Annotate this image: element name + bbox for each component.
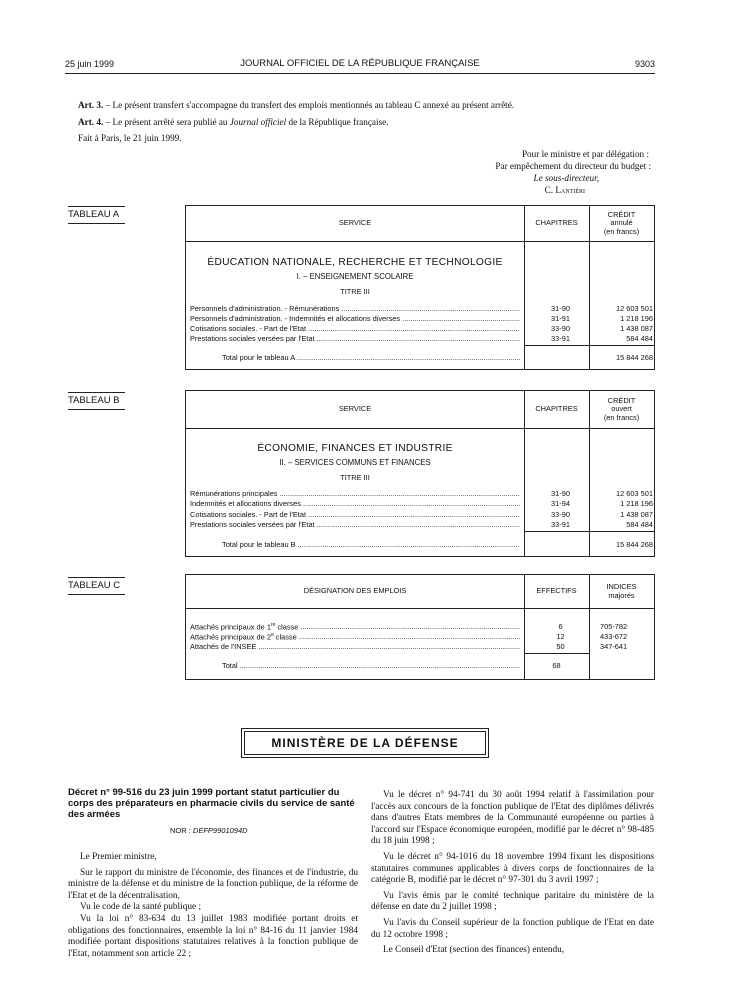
tableau-b [185,390,655,557]
header-date: 25 juin 1999 [65,59,115,69]
total-row [222,353,653,363]
article-3-text: – Le présent transfert s'accompagne du transfert des emplois mentionnés au tableau C annexé au présent arrêté. [103,100,515,110]
row-label-sup: re [270,622,276,628]
row-label-text: Attachés de l'INSEE [190,642,257,651]
article-3-label: Art. 3. [78,100,104,110]
tableau-c-label: TABLEAU C [68,577,125,595]
row-effectifs: 12 [556,632,565,641]
paragraph: Le Premier ministre, [80,852,157,862]
signature-line-2: Par empêchement du directeur du budget : [495,161,651,171]
tableau-a [185,205,655,370]
table-row [190,510,653,520]
nor-label: NOR : [170,826,193,835]
article-3 [78,99,514,112]
col-credit [589,391,654,428]
signature-line-1: Pour le ministre et par délégation : [521,149,649,159]
row-chapter: 31-90 [551,489,570,498]
col-credit-line1: CRÉDIT [607,209,636,219]
page-number: 9303 [634,59,655,69]
table-row [190,304,653,314]
right-column [371,790,654,957]
decree-title: Décret n° 99-516 du 23 juin 1999 portant statut particulier du corps des préparateurs en pharmacie civils du service de santé des armées [68,787,355,820]
row-label: Prestations sociales versées par l'Etat ..... [190,520,520,529]
table-row [190,632,628,642]
row-effectifs: 6 [558,622,563,631]
paragraph: Vu l'avis du Conseil supérieur de la fonction publique de l'Etat en date du 12 octobre 1998 ; [371,917,654,940]
paragraph: Vu le décret n° 94-741 du 30 août 1994 relatif à l'assimilation pour l'accès aux concours de la fonction publique de l'Etat des diplômes délivrés dans d'autres Etats membres de la Communauté européenne ou parties à l'accord sur l'Espace économique européen, modifié par le décret n° 98-485 du 18 juin 1998 ; [371,790,654,847]
nor-code: DEFP9901094D [192,826,248,835]
table-row [190,622,628,632]
row-label: Prestations sociales versées par l'Etat ..... [190,334,520,343]
total-row [222,540,653,550]
row-label-sup: e [270,632,274,638]
paragraph: Vu l'avis émis par le comité technique paritaire du ministère de la défense en date du 2 juillet 1998 ; [371,890,654,913]
left-column [68,852,358,960]
row-label [190,632,520,641]
row-chapter: 31-94 [551,499,570,508]
ministry-title: ÉCONOMIE, FINANCES ET INDUSTRIE [257,443,453,454]
row-indices: 433-672 [600,632,628,641]
signature-line-3: Le sous-directeur, [533,173,599,183]
table-row [190,520,653,530]
paragraph: Le Conseil d'Etat (section des finances) entendu, [383,945,565,956]
col-chapitres: CHAPITRES [535,404,578,414]
tableau-a-label: TABLEAU A [68,206,125,224]
row-indices: 347-641 [600,642,628,651]
col-credit [589,206,654,241]
row-label: Cotisations sociales. - Part de l'Etat ..... [190,324,520,333]
row-label-text: Attachés principaux de 1 [190,622,271,632]
row-label [190,642,520,651]
col-indices-line2: majorés [608,590,635,600]
col-indices-line1: INDICES [606,582,637,591]
total-value: 15 844 268 [616,540,653,549]
nor-reference [170,826,248,835]
tableau-c [185,574,655,680]
col-chapitres: CHAPITRES [535,218,578,228]
article-4-label: Art. 4. [78,117,104,127]
row-chapter: 33-91 [551,334,570,343]
row-chapter: 31-91 [551,314,570,323]
table-row [190,334,653,344]
total-row [222,661,561,671]
row-value: 12 603 501 [616,489,653,498]
row-chapter: 31-90 [551,304,570,313]
row-label: Indemnités et allocations diverses ..... [190,499,520,508]
col-credit-line3: (en francs) [603,226,640,236]
col-effectifs: EFFECTIFS [536,586,577,596]
col-service: SERVICE [338,218,372,228]
article-4-text-after: de la République française. [286,117,389,127]
ministry-title: ÉDUCATION NATIONALE, RECHERCHE ET TECHNOLOGIE [207,257,503,268]
signature-name: C. Lantiéri [544,185,585,195]
col-service: SERVICE [338,404,372,414]
signature-block [401,148,651,196]
section-title: I. – ENSEIGNEMENT SCOLAIRE [296,272,414,281]
table-row [190,314,653,324]
row-label: Personnels d'administration. - Rémunérations ..... [190,304,520,313]
table-row [190,324,653,334]
article-4 [78,116,388,129]
table-row [190,489,653,499]
row-chapter: 33-90 [551,324,570,333]
row-label-text: Attachés principaux de 2 [190,632,271,642]
paragraph: Vu le code de la santé publique ; [80,902,202,913]
article-4-italic: Journal officiel [229,117,287,127]
titre-label: TITRE III [340,473,370,482]
col-designation: DÉSIGNATION DES EMPLOIS [303,586,407,596]
row-effectifs: 50 [556,642,565,651]
row-value: 1 438 087 [620,510,653,519]
titre-label: TITRE III [340,287,370,296]
row-label [190,622,520,631]
tableau-b-label: TABLEAU B [68,392,125,410]
col-indices [589,575,654,608]
row-value: 1 438 087 [620,324,653,333]
paragraph: Sur le rapport du ministre de l'économie, des finances et de l'industrie, du ministre de la défense et du ministre de la fonction publique, de la réforme de l'Etat et de la décentralisation, [68,867,358,901]
total-label: Total pour le tableau B ..... [222,540,520,549]
total-value: 15 844 268 [616,353,653,362]
row-value: 584 484 [626,334,653,343]
row-value: 1 218 196 [620,314,653,323]
row-label-suffix: classe [275,622,299,632]
table-row [190,499,653,509]
row-chapter: 33-90 [551,510,570,519]
page-header [65,57,655,74]
table-row [190,642,628,652]
ministry-banner: MINISTÈRE DE LA DÉFENSE [244,731,486,755]
journal-title: JOURNAL OFFICIEL DE LA RÉPUBLIQUE FRANÇAISE [240,58,480,69]
col-credit-line2: annulé [610,218,633,228]
col-credit-line1: CRÉDIT [607,395,636,405]
total-label: Total pour le tableau A ..... [222,353,520,362]
row-value: 12 603 501 [616,304,653,313]
row-chapter: 33-91 [551,520,570,529]
col-credit-line3: (en francs) [603,412,640,422]
total-label: Total ..... [222,661,520,670]
article-4-text-before: – Le présent arrêté sera publié au [103,117,230,127]
row-value: 584 484 [626,520,653,529]
row-label: Rémunérations principales ..... [190,489,520,498]
row-label-suffix: classe [273,632,297,642]
row-label: Personnels d'administration. - Indemnités et allocations diverses ..... [190,314,520,323]
paragraph: Vu la loi n° 83-634 du 13 juillet 1983 modifiée portant droits et obligations des fonctionnaires, ensemble la loi n° 84-16 du 11 janvier 1984 modifiée portant dispositions statutaires relatives à la fonction publique de l'Etat, notamment son article 22 ; [68,913,358,959]
row-value: 1 218 196 [620,499,653,508]
col-credit-line2: ouvert [611,404,632,414]
total-value: 68 [552,661,561,670]
row-label: Cotisations sociales. - Part de l'Etat ..... [190,510,520,519]
row-indices: 705-782 [600,622,628,631]
section-title: II. – SERVICES COMMUNS ET FINANCES [279,458,431,467]
paragraph: Vu le décret n° 94-1016 du 18 novembre 1994 fixant les dispositions statutaires communes applicables à divers corps de fonctionnaires de la catégorie B, modifié par le décret n° 97-301 du 3 avril 1997 ; [371,851,654,886]
done-at: Fait à Paris, le 21 juin 1999. [78,133,182,143]
